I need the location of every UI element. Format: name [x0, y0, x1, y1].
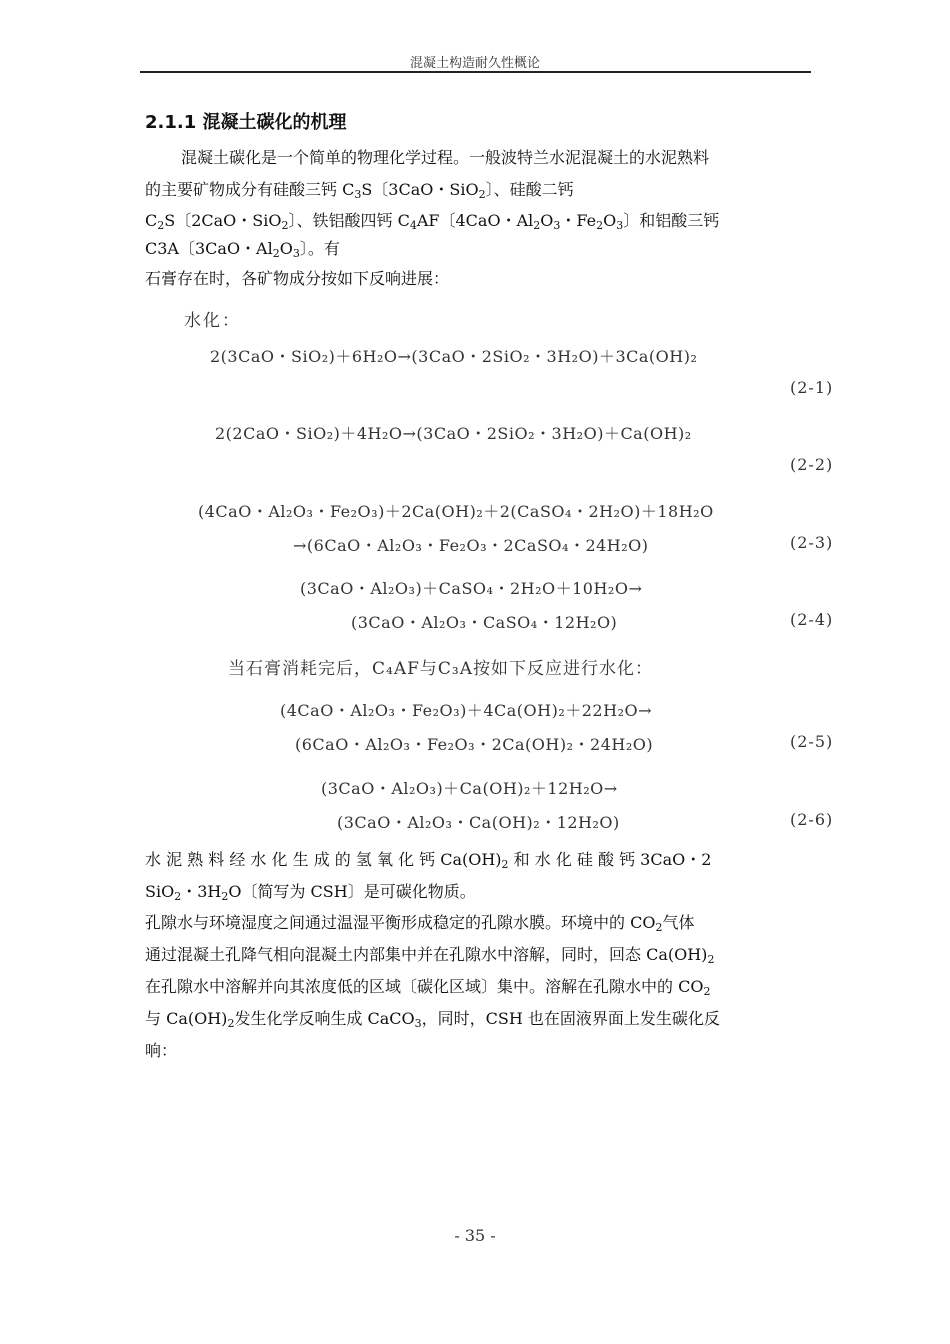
intro-paragraph-cont [145, 205, 810, 295]
paragraph-carbonatable [145, 844, 810, 908]
text-line: 的主要矿物成分有硅酸三钙 $C_3S$〔3CaO・SiO$_2$〕、硅酸二钙 [145, 180, 574, 201]
text-line: SiO$_2$・$3H_2O$〔简写为 CSH〕是可碳化物质。 [145, 882, 476, 903]
header-rule [140, 71, 811, 73]
text-line: 在孔隙水中溶解并向其浓度低的区域〔碳化区域〕集中。溶解在孔隙水中的 $CO_2$ [145, 977, 711, 998]
equation-2-6-line2: (3CaO・Al₂O₃・Ca(OH)₂・12H₂O) [337, 813, 620, 832]
text-line: 孔隙水与环境湿度之间通过温湿平衡形成稳定的孔隙水膜。环境中的 $CO_2$气体 [145, 913, 695, 934]
equation-2-3-line2: →(6CaO・Al₂O₃・Fe₂O₃・2CaSO₄・24H₂O) [293, 536, 649, 555]
gypsum-label: 当石膏消耗完后，C₄AF与C₃A按如下反应进行水化： [228, 659, 653, 679]
text-line: 水 泥 熟 料 经 水 化 生 成 的 氢 氧 化 钙 $Ca(OH)_2$ 和 水 化 硅 酸 钙 3CaO・2 [145, 850, 712, 871]
equation-number-2-5: (2-5) [790, 732, 834, 751]
equation-2-4-line1: (3CaO・Al₂O₃)＋CaSO₄・2H₂O＋10H₂O→ [300, 579, 643, 598]
text-line: 混凝土碳化是一个简单的物理化学过程。一般波特兰水泥混凝土的水泥熟料 [181, 148, 710, 167]
equation-2-5-line1: (4CaO・Al₂O₃・Fe₂O₃)＋4Ca(OH)₂＋22H₂O→ [280, 701, 653, 720]
text-line: $C_2S$〔2CaO・SiO$_2$〕、铁铝酸四钙 $C_4AF$〔4CaO・$Al_2O_3$・$Fe_2O_3$〕和铝酸三钙 [145, 211, 720, 232]
intro-paragraph [145, 142, 810, 206]
equation-2-1: 2(3CaO・SiO₂)＋6H₂O→(3CaO・2SiO₂・3H₂O)＋3Ca(OH)₂ [210, 347, 698, 366]
equation-2-4-line2: (3CaO・Al₂O₃・CaSO₄・12H₂O) [351, 613, 618, 632]
page-header-title: 混凝土构造耐久性概论 [409, 56, 540, 71]
page-number: - 35 - [454, 1226, 496, 1245]
text-line: 通过混凝土孔降气相向混凝土内部集中并在孔隙水中溶解，同时，回态 $Ca(OH)_2$ [145, 945, 715, 966]
equation-number-2-6: (2-6) [790, 810, 834, 829]
equation-number-2-1: (2-1) [790, 378, 834, 397]
equation-number-2-4: (2-4) [790, 610, 834, 629]
text-line: 响： [145, 1041, 178, 1060]
paragraph-pore-water [145, 907, 810, 1067]
equation-number-2-2: (2-2) [790, 455, 834, 474]
text-line: 与 $Ca(OH)_2$发生化学反响生成 CaCO$_3$，同时，CSH 也在固液界面上发生碳化反 [145, 1009, 720, 1030]
equation-2-5-line2: (6CaO・Al₂O₃・Fe₂O₃・2Ca(OH)₂・24H₂O) [295, 735, 654, 754]
equation-2-6-line1: (3CaO・Al₂O₃)＋Ca(OH)₂＋12H₂O→ [321, 779, 618, 798]
section-heading: 2.1.1 混凝土碳化的机理 [145, 112, 347, 133]
text-line: 石膏存在时，各矿物成分按如下反响进展： [145, 269, 450, 288]
equation-number-2-3: (2-3) [790, 533, 834, 552]
hydration-label: 水化： [184, 311, 241, 331]
equation-2-2: 2(2CaO・SiO₂)＋4H₂O→(3CaO・2SiO₂・3H₂O)＋Ca(OH)₂ [215, 424, 692, 443]
text-line: C3A〔3CaO・$Al_2O_3$〕。有 [145, 239, 340, 260]
equation-2-3-line1: (4CaO・Al₂O₃・Fe₂O₃)＋2Ca(OH)₂＋2(CaSO₄・2H₂O)＋18H₂O [198, 502, 714, 521]
